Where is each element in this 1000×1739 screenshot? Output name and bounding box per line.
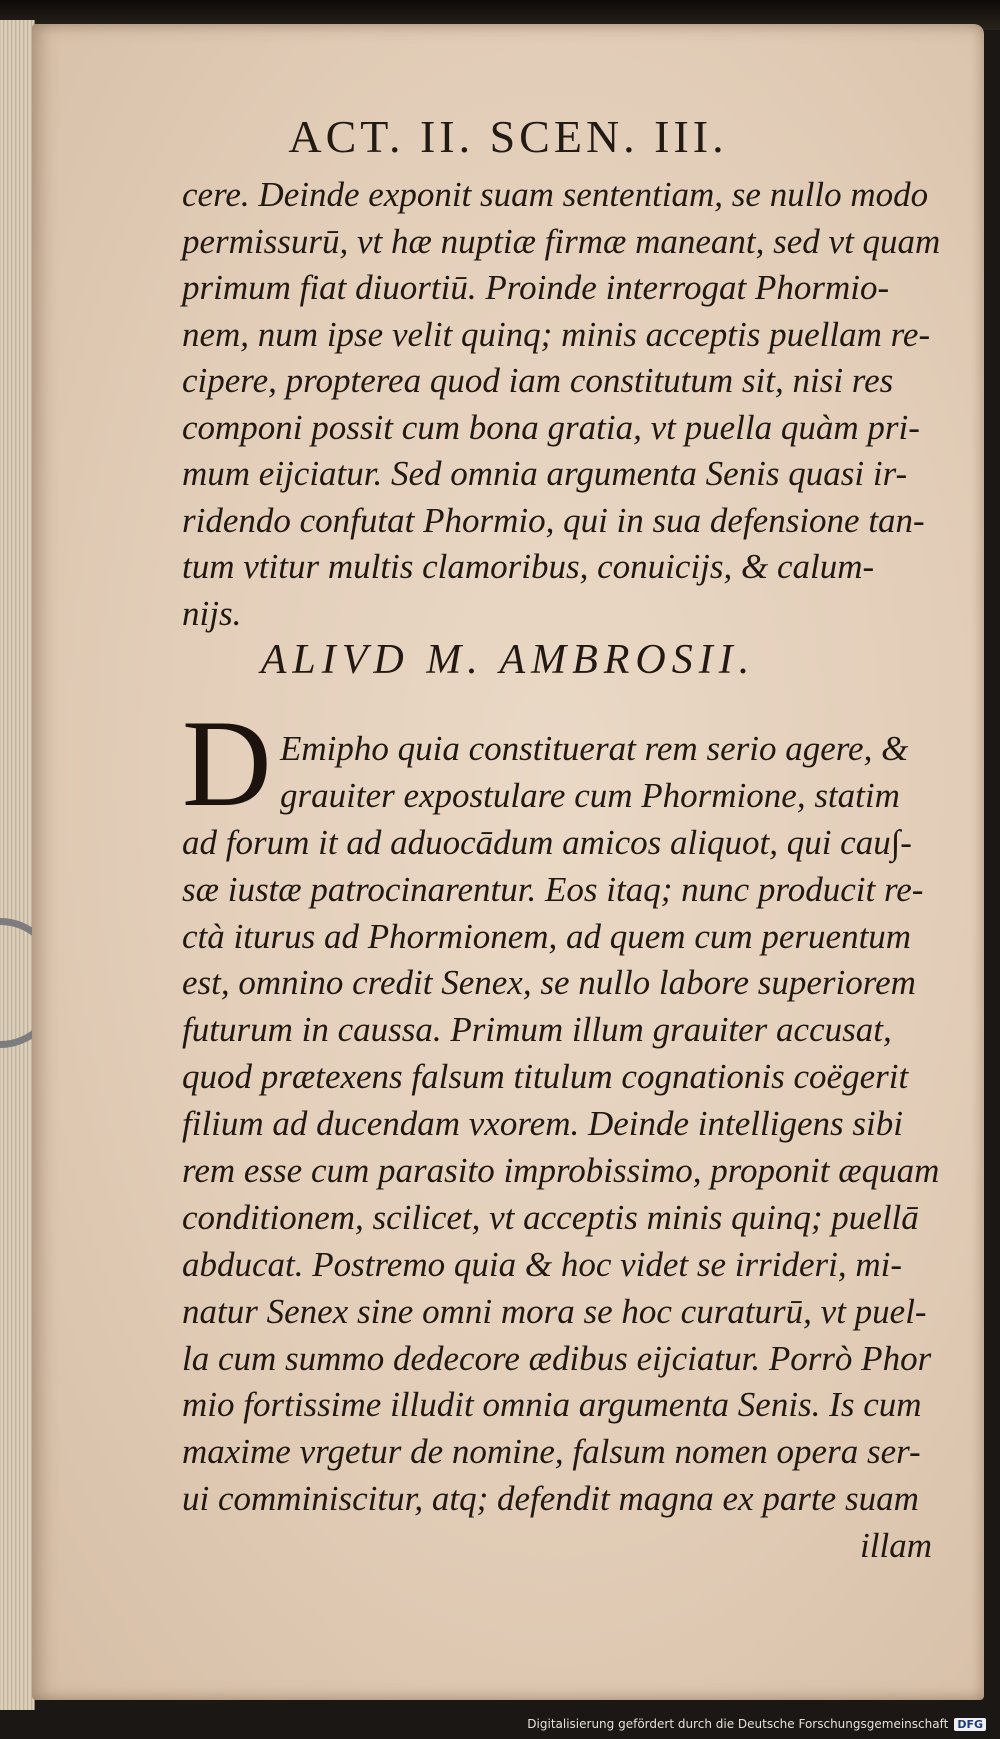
text-line: ctà iturus ad Phormionem, ad quem cum peruentum xyxy=(182,916,912,956)
text-line: ridendo confutat Phormio, qui in sua defensione tan- xyxy=(182,500,925,540)
text-line: la cum summo dedecore ædibus eijciatur. Porrò Phor xyxy=(182,1338,932,1378)
scan-footer xyxy=(527,1717,986,1731)
text-line: quod prætexens falsum titulum cognationis coëgerit xyxy=(182,1057,909,1097)
text-line: primum fiat diuortiū. Proinde interrogat Phormio- xyxy=(182,268,890,307)
dfg-logo-icon: DFG xyxy=(954,1718,986,1731)
text-line: ui comminiscitur, atq; defendit magna ex parte suam xyxy=(182,1479,919,1519)
footer-credit: Digitalisierung gefördert durch die Deutsche Forschungsgemeinschaft xyxy=(527,1717,949,1731)
text-line: cere. Deinde exponit suam sententiam, se nullo modo xyxy=(182,175,929,214)
paragraph-2 xyxy=(182,726,962,1570)
text-line: mum eijciatur. Sed omnia argumenta Senis quasi ir- xyxy=(182,454,908,493)
text-line: mio fortissime illudit omnia argumenta Senis. Is cum xyxy=(182,1385,922,1425)
section-heading: ALIVD M. AMBROSII. xyxy=(260,637,756,683)
book-page-edges xyxy=(0,20,35,1710)
text-line: natur Senex sine omni mora se hoc curaturū, vt puel- xyxy=(182,1291,927,1331)
drop-capital: D xyxy=(182,695,272,832)
paragraph-1 xyxy=(182,172,962,637)
text-line: abducat. Postremo quia & hoc videt se irrideri, mi- xyxy=(182,1244,902,1284)
text-line: nem, num ipse velit quinq; minis acceptis puellam re- xyxy=(182,314,931,354)
catchword: illam xyxy=(860,1526,932,1566)
text-line: maxime vrgetur de nomine, falsum nomen opera ser- xyxy=(182,1432,921,1472)
text-line: nijs. xyxy=(182,593,242,633)
book-page xyxy=(32,24,984,1700)
text-line: componi possit cum bona gratia, vt puella quàm pri- xyxy=(182,407,920,447)
text-line: conditionem, scilicet, vt acceptis minis quinq; puellā xyxy=(182,1197,919,1237)
text-line: Emipho quia constituerat rem serio agere, & xyxy=(280,729,909,768)
text-line: futurum in caussa. Primum illum grauiter accusat, xyxy=(182,1010,892,1050)
text-line: tum vtitur multis clamoribus, conuicijs, & calum- xyxy=(182,547,875,586)
text-line: est, omnino credit Senex, se nullo labore superiorem xyxy=(182,963,916,1003)
text-line: grauiter expostulare cum Phormione, statim xyxy=(280,775,900,815)
text-line: sæ iustæ patrocinarentur. Eos itaq; nunc producit re- xyxy=(182,869,924,909)
text-line: ad forum it ad aduocādum amicos aliquot, qui cau∫- xyxy=(182,822,912,862)
running-header: ACT. II. SCEN. III. xyxy=(288,111,728,162)
text-line: rem esse cum parasito improbissimo, proponit æquam xyxy=(182,1151,940,1191)
text-line: permissurū, vt hæ nuptiæ firmæ maneant, sed vt quam xyxy=(182,221,941,261)
text-line: filium ad ducendam vxorem. Deinde intelligens sibi xyxy=(182,1104,903,1144)
text-line: cipere, propterea quod iam constitutum sit, nisi res xyxy=(182,361,894,400)
